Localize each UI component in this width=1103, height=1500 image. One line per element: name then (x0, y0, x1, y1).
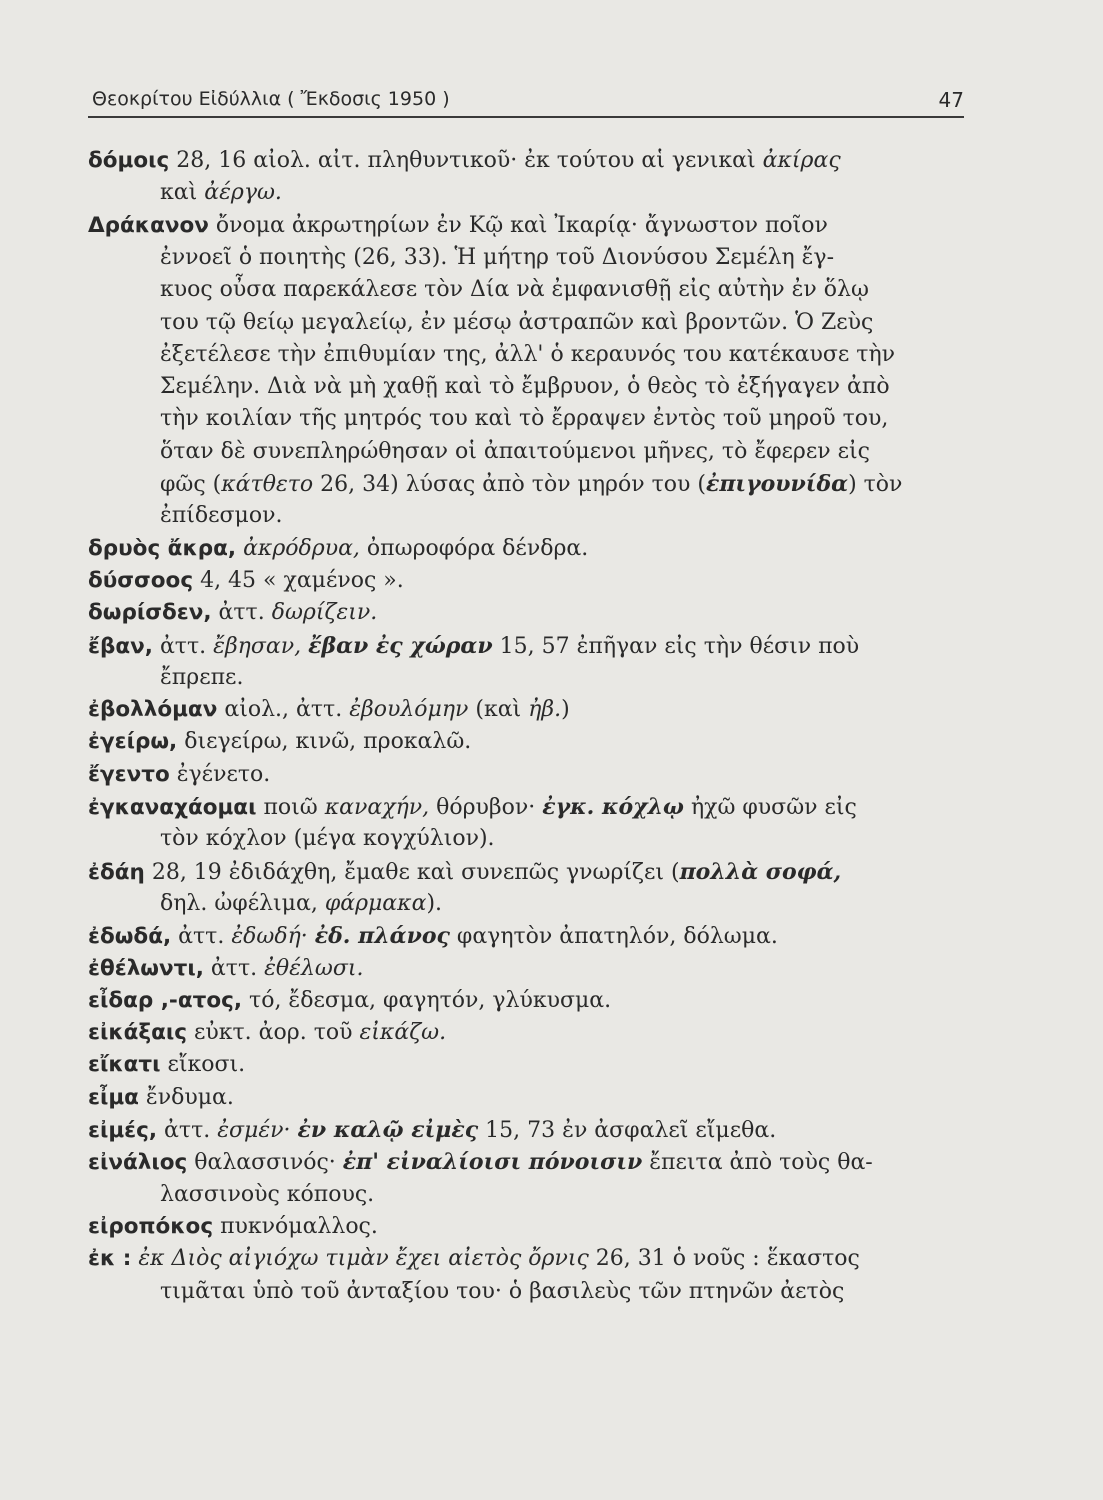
entry-text: 15, 57 ἐπῆγαν εἰς τὴν θέσιν ποὺ (492, 633, 860, 659)
entry-text: 28, 19 ἐδιδάχθη, ἔμαθε καὶ συνεπῶς γνωρίζει ( (144, 859, 680, 885)
entry-text: φαγητὸν ἀπατηλόν, δόλωμα. (449, 924, 778, 950)
entry-text: 15, 73 ἐν ἀσφαλεῖ εἴμεθα. (478, 1118, 777, 1143)
text-line (88, 534, 588, 564)
entry-headword: εἶμα (88, 1084, 139, 1110)
entry-headword: εἰκάξαις (88, 1020, 187, 1046)
text-line (160, 469, 902, 500)
text-line (88, 760, 270, 790)
entry-text: ὀπωροφόρα δένδρα. (359, 535, 589, 561)
entry-text: ἐγκ. κόχλῳ (542, 794, 684, 820)
entry-text: ἐκ Διὸς αἰγιόχω τιμὰν ἔχει αἰετὸς ὄρνις (138, 1246, 589, 1272)
entry-text: ἔπρεπε. (160, 664, 244, 690)
text-line (160, 340, 895, 370)
entry-headword: ἐκ : (88, 1246, 132, 1272)
entry-text: ἐσμέν· (217, 1118, 291, 1143)
entry-text: 26, 34) λύσας ἀπὸ τὸν μηρόν του ( (313, 472, 706, 497)
text-line (160, 663, 243, 693)
text-line (88, 211, 828, 241)
entry-text: ἐπιγουνίδα (705, 471, 849, 497)
entry-headword: δωρίσδεν, (88, 600, 212, 626)
entry-text: ἔβαν ἐς χώραν (308, 632, 493, 659)
text-line (160, 1277, 844, 1307)
text-line (88, 1147, 873, 1178)
entry-text: φῶς ( (160, 472, 222, 497)
text-line (160, 889, 442, 919)
text-line (88, 1212, 378, 1242)
text-line (160, 372, 890, 402)
entry-text: (καὶ (468, 697, 529, 723)
entry-text: ὅταν δὲ συνεπληρώθησαν οἱ ἀπαιτούμενοι μῆνες, τὸ ἔφερεν εἰς (160, 438, 870, 464)
text-line (88, 986, 611, 1016)
entry-text: ἀέργω. (204, 180, 282, 206)
entry-text: κυος οὖσα παρεκάλεσε τὸν Δία νὰ ἐμφανισθῇ εἰς αὐτὴν ἐν ὅλῳ (160, 277, 869, 303)
entry-headword: εἰροπόκος (88, 1213, 214, 1239)
entry-text: φάρμακα (324, 890, 427, 916)
entry-text (308, 924, 315, 949)
entry-text: θόρυβον· (429, 795, 543, 820)
entry-text: ἐπίδεσμον. (160, 503, 283, 529)
entry-text: πυκνόμαλλος. (213, 1213, 378, 1239)
entry-headword: δύσσοος (88, 567, 194, 593)
entry-text: θαλασσινός· (187, 1150, 343, 1176)
entry-headword: ἐδάη (88, 859, 145, 885)
entry-text: δηλ. ὠφέλιμα, (160, 890, 325, 916)
entry-text: 28, 16 αἰολ. αἰτ. πληθυντικοῦ· ἐκ τούτου αἱ γενικαὶ (169, 148, 763, 173)
entry-text: πολλὰ σοφά, (679, 858, 842, 885)
entry-text: τιμᾶται ὑπὸ τοῦ ἀνταξίου του· ὁ βασιλεὺς τῶν πτηνῶν ἀετὸς (160, 1278, 845, 1304)
text-line (88, 598, 377, 628)
entry-text: ) τὸν (848, 472, 903, 497)
text-line (160, 308, 873, 338)
entry-text: ἀττ. (211, 600, 272, 626)
entry-text (291, 1118, 298, 1143)
page-number: 47 (938, 88, 964, 112)
entry-text: ἀττ. (157, 1118, 218, 1143)
entry-text: δωρίζειν. (271, 600, 378, 626)
entry-text: τό, ἔδεσμα, φαγητόν, γλύκυσμα. (242, 987, 612, 1013)
entry-text: αἰολ., ἀττ. (217, 697, 350, 723)
entry-text: ἔπειτα ἀπὸ τοὺς θα- (642, 1150, 873, 1176)
entry-headword: εἰνάλιος (88, 1150, 188, 1176)
text-line (88, 631, 859, 662)
entry-text: ἐδωδή· (231, 924, 308, 950)
entry-text: ἀκρόδρυα, (243, 535, 360, 561)
entry-text: κάτθετο (221, 472, 314, 497)
text-line (88, 1083, 234, 1113)
entry-text: εὐκτ. ἀορ. τοῦ (187, 1020, 360, 1046)
entry-text: του τῷ θείῳ μεγαλείῳ, ἐν μέσῳ ἀστραπῶν καὶ βροντῶν. Ὁ Ζεὺς (160, 309, 874, 335)
entry-text: ἐξετέλεσε τὴν ἐπιθυμίαν της, ἀλλ' ὁ κεραυνός του κατέκαυσε τὴν (160, 341, 896, 367)
entry-text: ποιῶ (256, 795, 325, 820)
text-line (160, 437, 870, 467)
text-line (88, 695, 570, 725)
text-line (88, 921, 778, 952)
entry-text: Σεμέλην. Διὰ νὰ μὴ χαθῇ καὶ τὸ ἔμβρυον, ὁ θεὸς τὸ ἐξήγαγεν ἀπὸ (160, 374, 890, 400)
text-line (88, 1244, 860, 1274)
entry-text: ἀττ. (171, 924, 232, 950)
text-line (88, 792, 857, 823)
entry-text: ἐβουλόμην (349, 697, 469, 723)
entry-text: εἴκοσι. (160, 1052, 246, 1078)
entry-text: ἔνδυμα. (138, 1084, 234, 1110)
text-line (88, 954, 364, 984)
entry-text: ἐπ' εἰναλίοισι πόνοισιν (342, 1149, 643, 1176)
entry-headword: ἔγεντο (88, 761, 170, 787)
text-line (160, 1180, 374, 1210)
text-line (160, 501, 282, 531)
entry-text: 4, 45 « χαμένος ». (193, 567, 404, 593)
entry-text: διεγείρω, κινῶ, προκαλῶ. (177, 729, 472, 755)
entry-text: ἐδ. πλάνος (314, 923, 450, 950)
text-line (160, 404, 888, 434)
entry-text (236, 536, 243, 561)
entry-text: ἀττ. (152, 633, 214, 659)
text-line (160, 243, 834, 273)
entry-text: 26, 31 ὁ νοῦς : ἕκαστος (588, 1246, 860, 1272)
entry-headword: ἐγκαναχάομαι (88, 795, 257, 820)
entry-text: ἀττ. (203, 955, 265, 981)
entry-text: ἐννοεῖ ὁ ποιητὴς (26, 33). Ἡ μήτηρ τοῦ Διονύσου Σεμέλη ἔγ- (160, 244, 835, 270)
entry-text: λασσινοὺς κόπους. (160, 1181, 375, 1207)
entry-text: ἐθέλωσι. (264, 955, 364, 981)
text-line (88, 566, 404, 596)
entry-headword: ἐγείρω, (88, 729, 178, 755)
entry-headword: ἐθέλωντι, (88, 955, 204, 981)
text-line (160, 275, 869, 305)
entry-text: ἐγένετο. (169, 761, 271, 787)
entry-text: εἰκάζω. (359, 1020, 447, 1046)
entry-text: ) (561, 697, 570, 723)
entry-text: ἔβησαν, (213, 633, 302, 659)
text-line (88, 1050, 245, 1080)
entry-text: τὴν κοιλίαν τῆς μητρός του καὶ τὸ ἔρραψεν ἐντὸς τοῦ μηροῦ του, (160, 406, 889, 432)
entry-text: καναχήν, (324, 795, 430, 820)
entry-text: ἠβ. (528, 697, 562, 723)
entry-text: τὸν κόχλον (μέγα κογχύλιον). (160, 826, 495, 852)
entry-text: ἀκίρας (762, 148, 841, 173)
entry-text: καὶ (160, 180, 205, 206)
entry-headword: εἶδαρ ,-ατος, (88, 987, 243, 1013)
text-line (160, 178, 282, 208)
entry-headword: εἰμές, (88, 1118, 158, 1143)
entry-text: ἐν καλῷ εἰμὲς (297, 1117, 479, 1143)
text-line (88, 146, 841, 176)
entry-headword: δόμοις (88, 148, 170, 173)
text-line (88, 857, 841, 888)
entry-text: ἠχῶ φυσῶν εἰς (683, 795, 857, 820)
entry-headword: δρυὸς ἄκρα, (88, 535, 237, 561)
entry-text: ). (426, 890, 443, 916)
entry-headword: Δράκανον (88, 212, 209, 238)
running-header (88, 80, 964, 118)
text-line (88, 727, 471, 757)
entry-headword: ἐδωδά, (88, 924, 172, 950)
text-line (160, 824, 495, 854)
entry-headword: ἔβαν, (88, 633, 153, 659)
text-line (88, 1115, 776, 1146)
text-line (88, 1018, 446, 1048)
entry-text: ὄνομα ἀκρωτηρίων ἐν Κῷ καὶ Ἰκαρίᾳ· ἄγνωστον ποῖον (208, 212, 828, 238)
entry-headword: ἐβολλόμαν (88, 697, 218, 723)
running-title: Θεοκρίτου Εἰδύλλια ( Ἔκδοσις 1950 ) (92, 88, 450, 110)
entry-headword: εἴκατι (88, 1052, 161, 1078)
